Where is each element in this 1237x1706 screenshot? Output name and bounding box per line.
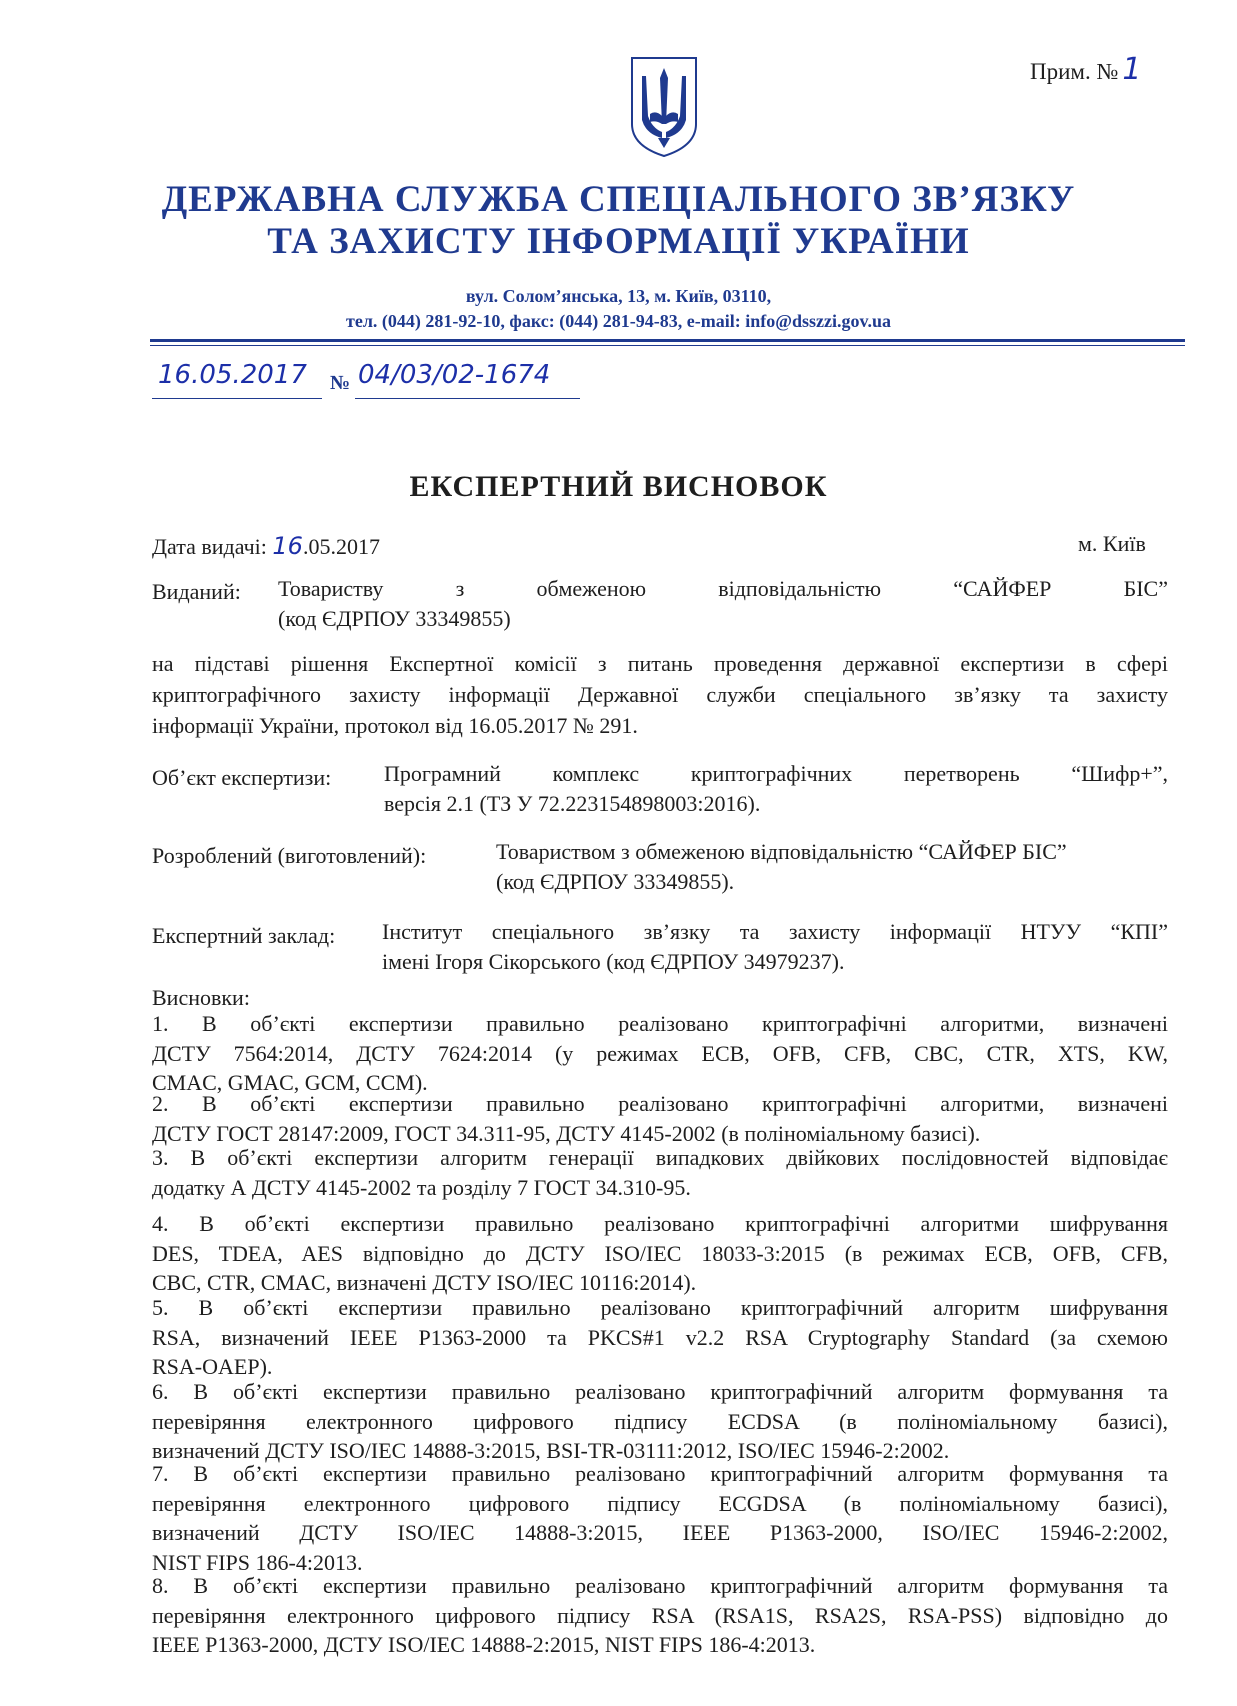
basis-line3: інформації України, протокол від 16.05.2017 № 291. (152, 713, 638, 738)
registration-number-label: № (330, 372, 351, 394)
issue-city: м. Київ (1078, 531, 1146, 556)
document-title: ЕКСПЕРТНИЙ ВИСНОВОК (409, 470, 828, 503)
basis-line2: криптографічного захисту інформації Державної служби спеціального зв’язку та захисту (152, 682, 1168, 707)
issued-to-line1: Товариству з обмеженою відповідальністю “САЙФЕР БІС” (278, 576, 1168, 601)
conclusion-4-line: DES, TDEA, AES відповідно до ДСТУ ISO/IEC 18033-3:2015 (в режимах ECB, OFB, CFB, (152, 1240, 1168, 1266)
conclusion-1-line: 1. В об’єкті експертизи правильно реалізовано криптографічні алгоритми, визначені (152, 1011, 1168, 1036)
conclusion-8-line: 8. В об’єкті експертизи правильно реалізовано криптографічний алгоритм формування та (152, 1573, 1168, 1598)
conclusion-8-line: перевіряння електронного цифрового підпису RSA (RSA1S, RSA2S, RSA-PSS) відповідно до (152, 1602, 1168, 1628)
header-divider (150, 339, 1185, 342)
conclusion-6-line: 6. В об’єкті експертизи правильно реалізовано криптографічний алгоритм формування та (152, 1379, 1168, 1404)
issued-to-line2: (код ЄДРПОУ 33349855) (278, 606, 511, 631)
trident-coat-of-arms-icon (628, 54, 700, 160)
issued-to-label: Виданий: (152, 579, 241, 604)
developer-line1: Товариством з обмеженою відповідальністю “САЙФЕР БІС” (496, 839, 1067, 864)
conclusion-3-line: 3. В об’єкті експертизи алгоритм генерації випадкових двійкових послідовностей відповідає (152, 1145, 1168, 1170)
conclusion-6-line: визначений ДСТУ ISO/IEC 14888-3:2015, BSI-TR-03111:2012, ISO/IEC 15946-2:2002. (152, 1438, 950, 1463)
conclusion-4-line: CBC, CTR, CMAC, визначені ДСТУ ISO/IEC 10116:2014). (152, 1270, 697, 1295)
conclusion-1-line: ДСТУ 7564:2014, ДСТУ 7624:2014 (у режимах ECB, OFB, CFB, CBC, CTR, XTS, KW, (152, 1040, 1168, 1066)
object-line2: версія 2.1 (ТЗ У 72.223154898003:2016). (384, 791, 761, 816)
conclusion-6-line: перевіряння електронного цифрового підпису ECDSA (в поліноміальному базисі), (152, 1408, 1168, 1434)
registration-number: 04/03/02-1674 (358, 360, 551, 390)
conclusion-2-line: 2. В об’єкті експертизи правильно реалізовано криптографічні алгоритми, визначені (152, 1091, 1168, 1116)
issue-date-label: Дата видачі: (152, 534, 267, 559)
organization-name-line1: ДЕРЖАВНА СЛУЖБА СПЕЦІАЛЬНОГО ЗВ’ЯЗКУ (161, 179, 1076, 220)
conclusion-1-line: CMAC, GMAC, GCM, CCM). (152, 1070, 428, 1095)
conclusion-7-line: перевіряння електронного цифрового підпису ECGDSA (в поліноміальному базисі), (152, 1490, 1168, 1516)
conclusion-2-line: ДСТУ ГОСТ 28147:2009, ГОСТ 34.311-95, ДСТУ 4145-2002 (в поліноміальному базисі). (152, 1120, 981, 1146)
issue-date-day: 16 (272, 532, 303, 560)
conclusion-5-line: RSA, визначений IEEE P1363-2000 та PKCS#1 v2.2 RSA Cryptography Standard (за схемою (152, 1324, 1168, 1350)
attachment-label: Прим. № (1030, 59, 1119, 84)
conclusion-8-line: IEEE P1363-2000, ДСТУ ISO/IEC 14888-2:2015, NIST FIPS 186-4:2013. (152, 1632, 816, 1657)
developer-label: Розроблений (виготовлений): (152, 843, 427, 868)
conclusion-5-line: 5. В об’єкті експертизи правильно реалізовано криптографічний алгоритм шифрування (152, 1295, 1168, 1320)
organization-name-line2: ТА ЗАХИСТУ ІНФОРМАЦІЇ УКРАЇНИ (267, 221, 970, 262)
header-divider-thin (150, 345, 1185, 346)
registration-date-underline (152, 398, 322, 399)
developer-line2: (код ЄДРПОУ 33349855). (496, 869, 735, 894)
issue-date (152, 532, 380, 561)
institution-line2: імені Ігоря Сікорського (код ЄДРПОУ 34979237). (382, 949, 845, 974)
institution-line1: Інститут спеціального зв’язку та захисту інформації НТУУ “КПІ” (382, 919, 1168, 944)
conclusion-5-line: RSA-OAEP). (152, 1354, 273, 1379)
object-line1: Програмний комплекс криптографічних перетворень “Шифр+”, (384, 761, 1168, 786)
issue-date-rest: .05.2017 (302, 534, 380, 559)
attachment-number (1030, 52, 1142, 87)
basis-line1: на підставі рішення Експертної комісії з питань проведення державної експертизи в сфері (152, 651, 1168, 676)
institution-label: Експертний заклад: (152, 923, 336, 948)
registration-number-underline (355, 398, 580, 399)
object-label: Об’єкт експертизи: (152, 765, 332, 790)
conclusion-4-line: 4. В об’єкті експертизи правильно реалізовано криптографічні алгоритми шифрування (152, 1211, 1168, 1236)
conclusion-7-line: NIST FIPS 186-4:2013. (152, 1549, 363, 1575)
conclusion-7-line: 7. В об’єкті експертизи правильно реалізовано криптографічний алгоритм формування та (152, 1461, 1168, 1486)
conclusions-heading: Висновки: (152, 985, 250, 1010)
registration-date: 16.05.2017 (158, 360, 307, 390)
conclusion-7-line: визначений ДСТУ ISO/IEC 14888-3:2015, IEEE P1363-2000, ISO/IEC 15946-2:2002, (152, 1520, 1168, 1545)
attachment-number-handwritten: 1 (1122, 52, 1142, 87)
organization-contacts: тел. (044) 281-92-10, факс: (044) 281-94-83, e-mail: info@dsszzi.gov.ua (346, 311, 891, 331)
conclusion-3-line: додатку А ДСТУ 4145-2002 та розділу 7 ГОСТ 34.310-95. (152, 1174, 691, 1200)
organization-address: вул. Солом’янська, 13, м. Київ, 03110, (465, 286, 772, 306)
